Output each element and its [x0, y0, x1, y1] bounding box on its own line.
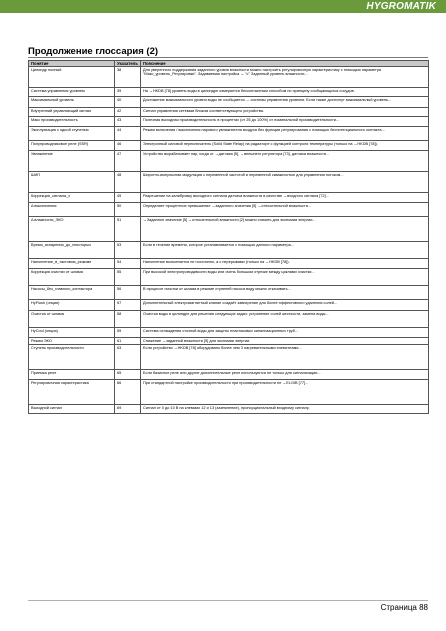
glossary-term: Δ выключения — [29, 203, 115, 217]
glossary-page-ref: 43 — [115, 117, 141, 127]
glossary-page-ref: 51 — [115, 217, 141, 242]
glossary-explanation: Для уверенного поддержания заданного уровня влажности можно настроить регулировочную характеристику с помощью параметра "Макс_уровень_Регулировки". Задаваемая настройка → "с" Заданный уровень влажности... — [141, 67, 429, 88]
glossary-term: Увлажнение — [29, 151, 115, 172]
glossary-explanation: Дополнительный электромагнитный клапан создаёт завихрение для более эффективного удаления солей... — [141, 300, 429, 311]
glossary-explanation: Режим включения / выключения парового увлажнителя воздуха без функции регулирования с помощью беспотенциального контакта... — [141, 127, 429, 141]
glossary-explanation: Полезная выходная производительность в процентах (от 25 до 100%) от номинальной производительности... — [141, 117, 429, 127]
glossary-page-ref: 54 — [115, 259, 141, 269]
glossary-explanation: Электронный силовой переключатель (Solid State Relay) на радиаторе с функцией контроля температуры (только на →HKDB [78]). — [141, 141, 429, 151]
glossary-page-ref: 44 — [115, 127, 141, 141]
glossary-term: Время_испарения_до_некоторых — [29, 242, 115, 259]
glossary-term: Максимальный уровень — [29, 97, 115, 108]
table-row — [29, 127, 429, 141]
table-row — [29, 117, 429, 127]
table-row — [29, 193, 429, 203]
glossary-term: ШИП — [29, 172, 115, 193]
glossary-page-ref: 53 — [115, 242, 141, 259]
glossary-term: HyCool (опция) — [29, 328, 115, 338]
glossary-explanation: Разрешение на калибровку выходного сигнала датчика влажности в качестве →входного сигнала [72]... — [141, 193, 429, 203]
glossary-page-ref: 61 — [115, 338, 141, 345]
glossary-term: Цилиндр полный — [29, 67, 115, 88]
glossary-term: Режим ЭКО — [29, 338, 115, 345]
glossary-explanation: Сигнал управления сетевым блоком соответствующего устройства. — [141, 108, 429, 117]
glossary-term: Наполнение_в_тактовом_режиме — [29, 259, 115, 269]
brand-logo — [366, 0, 436, 13]
page-title: Продолжение глоссария (2) — [28, 46, 159, 57]
table-row — [29, 217, 429, 242]
glossary-page-ref: 63 — [115, 345, 141, 370]
table-row — [29, 203, 429, 217]
table-row — [29, 345, 429, 370]
glossary-table-body — [29, 67, 429, 414]
table-row — [29, 269, 429, 286]
table-row — [29, 300, 429, 311]
table-row — [29, 405, 429, 414]
table-row — [29, 259, 429, 269]
glossary-term: Эксплуатация с одной ступенью — [29, 127, 115, 141]
glossary-term: Система управления уровнем — [29, 88, 115, 97]
glossary-page-ref: 39 — [115, 88, 141, 97]
glossary-term: Полупроводниковое реле (SSR) — [29, 141, 115, 151]
footer-divider — [28, 600, 428, 601]
glossary-page-ref: 42 — [115, 108, 141, 117]
glossary-explanation: Снижение →заданной влажности [5] для экономии энергии. — [141, 338, 429, 345]
glossary-page-ref: 65 — [115, 370, 141, 380]
table-row — [29, 311, 429, 328]
glossary-term: Внутренний управляющий сигнал — [29, 108, 115, 117]
table-row — [29, 141, 429, 151]
page-number: Страница 88 — [380, 603, 428, 612]
glossary-explanation: Если устройство →HKDB [78] оборудовано более чем 3 нагревательными элементами... — [141, 345, 429, 370]
glossary-term: Δ влажности_ЭКО — [29, 217, 115, 242]
glossary-term: Приемка реле — [29, 370, 115, 380]
glossary-page-ref: 56 — [115, 286, 141, 300]
column-header-term: Понятие — [29, 61, 115, 67]
glossary-explanation: Система охлаждения сточной воды для защиты пластиковых канализационных труб... — [141, 328, 429, 338]
glossary-explanation: На →HKDB [78] уровень воды в цилиндре измеряется бесконтактным способом по принципу сообщающихся сосудов. — [141, 88, 429, 97]
glossary-term: Регулировочная характеристика — [29, 380, 115, 405]
glossary-page-ref: 50 — [115, 203, 141, 217]
table-row — [29, 172, 429, 193]
glossary-term: HyFlush (опция) — [29, 300, 115, 311]
glossary-explanation: При высокой электропроводимости воды или очень большом отрезке между циклами очистки... — [141, 269, 429, 286]
glossary-explanation: Устройство вырабатывает пар, когда от →датчика [5], →внешнего регулятора [73], датчика влажности... — [141, 151, 429, 172]
glossary-explanation: Наполнение выполняется не постоянно, а с перерывами (только на →HKDB [78]). — [141, 259, 429, 269]
glossary-explanation: Если базисное реле или другие дополнительные реле используются не только для сигнализации... — [141, 370, 429, 380]
glossary-term: Ступень производительности — [29, 345, 115, 370]
brand-name: HYGROMATIK — [366, 1, 436, 12]
table-row — [29, 97, 429, 108]
glossary-term: Макс производительность — [29, 117, 115, 127]
glossary-explanation: Сигнал от 0 до 10 В на клеммах 12 и 13 (заземление), пропорциональный входному сигналу. — [141, 405, 429, 414]
glossary-page-ref: 58 — [115, 311, 141, 328]
glossary-term: Коррекция_сигнала_х — [29, 193, 115, 203]
glossary-explanation: В процессе очистки от шлама в режиме ступеней насоса воду можно откачивать... — [141, 286, 429, 300]
table-row — [29, 151, 429, 172]
glossary-explanation: Широтно-импульсная модуляция с переменной частотой и переменной скважностью для управления потоком... — [141, 172, 429, 193]
glossary-explanation: Определяет процентное превышение →заданного значения [5] →относительной влажности... — [141, 203, 429, 217]
title-divider — [28, 57, 428, 58]
glossary-page-ref: 66 — [115, 380, 141, 405]
glossary-page-ref: 48 — [115, 172, 141, 193]
glossary-page-ref: 38 — [115, 67, 141, 88]
glossary-page-ref: 40 — [115, 97, 141, 108]
glossary-explanation: →Заданное значение [5] →относительной влажности [2] можно снизить для экономии энергии... — [141, 217, 429, 242]
glossary-explanation: Если в течение времени, которое устанавливается с помощью данного параметра... — [141, 242, 429, 259]
table-row — [29, 242, 429, 259]
column-header-explanation: Пояснение — [141, 61, 429, 67]
glossary-page-ref: 47 — [115, 151, 141, 172]
glossary-explanation: Очистка воды в цилиндре для решения следующих задач: устранение солей жесткости, замена воды... — [141, 311, 429, 328]
table-row — [29, 67, 429, 88]
table-row — [29, 328, 429, 338]
glossary-explanation: Достижение максимального уровня воды не сообщается → системы управления уровнем. Если также достигнут максимальный уровень... — [141, 97, 429, 108]
table-row — [29, 108, 429, 117]
glossary-page-ref: 69 — [115, 405, 141, 414]
glossary-page-ref: 57 — [115, 300, 141, 311]
glossary-page-ref: 49 — [115, 193, 141, 203]
glossary-page-ref: 46 — [115, 141, 141, 151]
glossary-term: Насосы_без_главного_контактора — [29, 286, 115, 300]
table-row — [29, 380, 429, 405]
table-row — [29, 370, 429, 380]
table-row — [29, 88, 429, 97]
table-row — [29, 286, 429, 300]
table-row — [29, 338, 429, 345]
glossary-term: Коррекция очистки от шлама — [29, 269, 115, 286]
glossary-page-ref: 55 — [115, 269, 141, 286]
glossary-term: Очистка от шлама — [29, 311, 115, 328]
glossary-explanation: При стандартной настройке производительности при производительности не →ELGIB [77]... — [141, 380, 429, 405]
column-header-page: Указатель — [115, 61, 141, 67]
brand-header-bar — [0, 0, 446, 13]
glossary-term: Выходной сигнал — [29, 405, 115, 414]
glossary-table — [28, 60, 429, 414]
glossary-page-ref: 59 — [115, 328, 141, 338]
